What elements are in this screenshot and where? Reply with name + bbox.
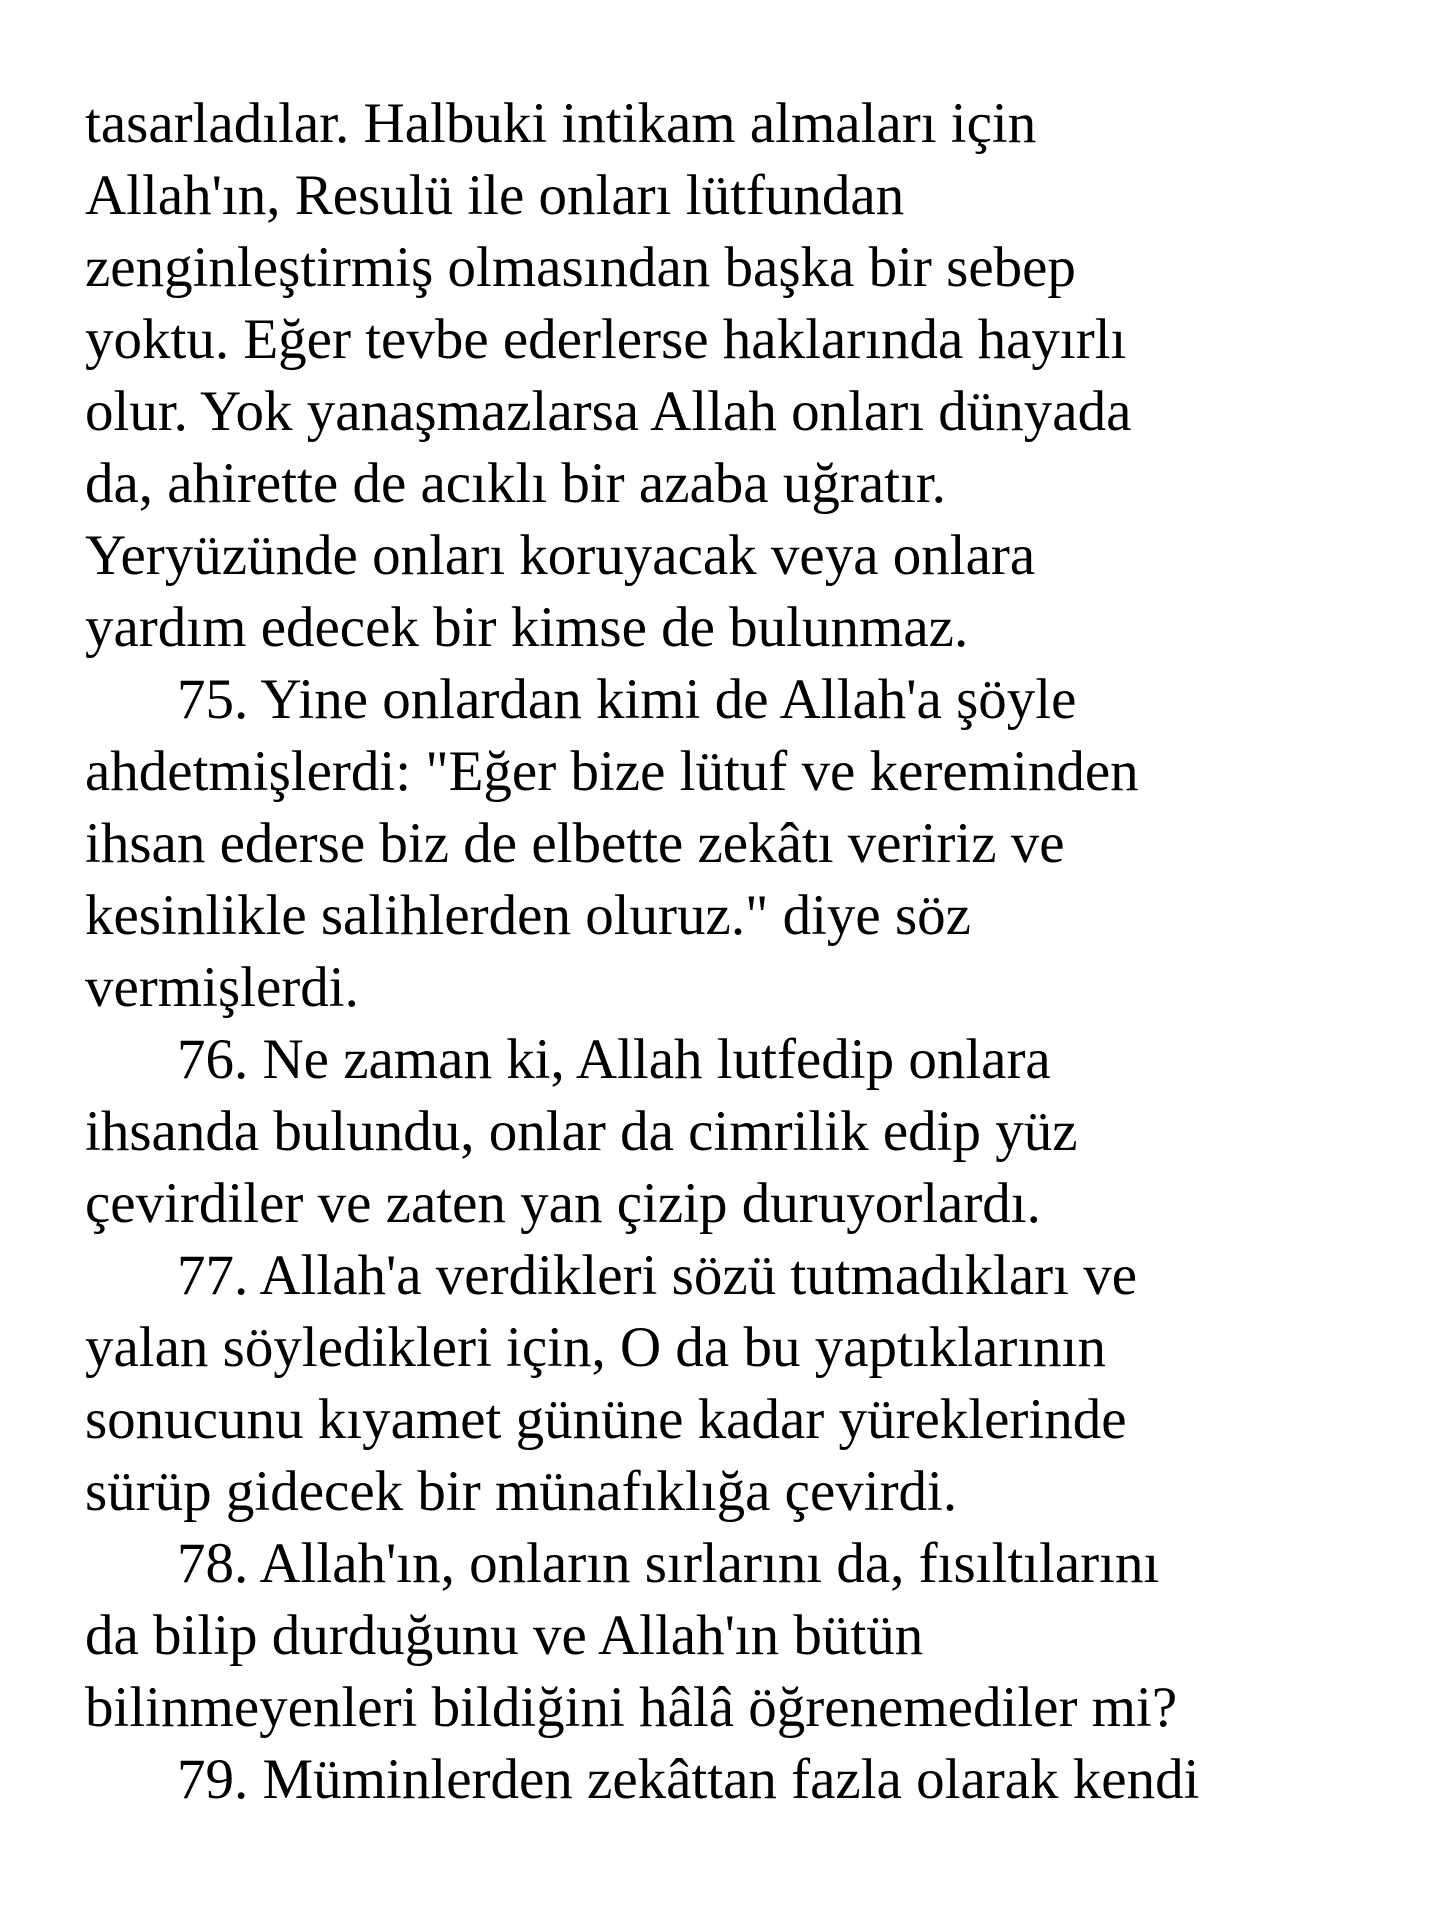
text-line: olur. Yok yanaşmazlarsa Allah onları dünyada: [85, 380, 1132, 443]
text-line: vermişlerdi.: [85, 956, 359, 1019]
text-line: Allah'ın, Resulü ile onları lütfundan: [85, 164, 905, 227]
text-line: zenginleştirmiş olmasından başka bir sebep: [85, 236, 1076, 299]
verse-79-start-line: 79. Müminlerden zekâttan fazla olarak kendi: [177, 1748, 1200, 1811]
text-line: yardım edecek bir kimse de bulunmaz.: [85, 596, 969, 659]
text-line: bilinmeyenleri bildiğini hâlâ öğrenemediler mi?: [85, 1676, 1178, 1739]
text-line: ihsanda bulundu, onlar da cimrilik edip yüz: [85, 1100, 1078, 1163]
verse-77-start-line: 77. Allah'a verdikleri sözü tutmadıkları ve: [177, 1244, 1138, 1307]
text-line: tasarladılar. Halbuki intikam almaları için: [85, 92, 1037, 155]
document-page: [85, 88, 1385, 1816]
text-line: yoktu. Eğer tevbe ederlerse haklarında hayırlı: [85, 308, 1127, 371]
text-line: kesinlikle salihlerden oluruz." diye söz: [85, 884, 971, 947]
verse-76-start-line: 76. Ne zaman ki, Allah lutfedip onlara: [177, 1028, 1051, 1091]
text-line: sonucunu kıyamet gününe kadar yüreklerinde: [85, 1388, 1127, 1451]
text-line: ihsan ederse biz de elbette zekâtı veririz ve: [85, 812, 1065, 875]
verse-78-start-line: 78. Allah'ın, onların sırlarını da, fısıltılarını: [177, 1532, 1160, 1595]
text-line: Yeryüzünde onları koruyacak veya onlara: [85, 524, 1036, 587]
text-line: ahdetmişlerdi: "Eğer bize lütuf ve kereminden: [85, 740, 1139, 803]
text-line: sürüp gidecek bir münafıklığa çevirdi.: [85, 1460, 958, 1523]
text-line: da, ahirette de acıklı bir azaba uğratır.: [85, 452, 946, 515]
text-line: çevirdiler ve zaten yan çizip duruyorlardı.: [85, 1172, 1041, 1235]
text-line: yalan söyledikleri için, O da bu yaptıklarının: [85, 1316, 1106, 1379]
verse-75-start-line: 75. Yine onlardan kimi de Allah'a şöyle: [177, 668, 1077, 731]
text-line: da bilip durduğunu ve Allah'ın bütün: [85, 1604, 924, 1667]
